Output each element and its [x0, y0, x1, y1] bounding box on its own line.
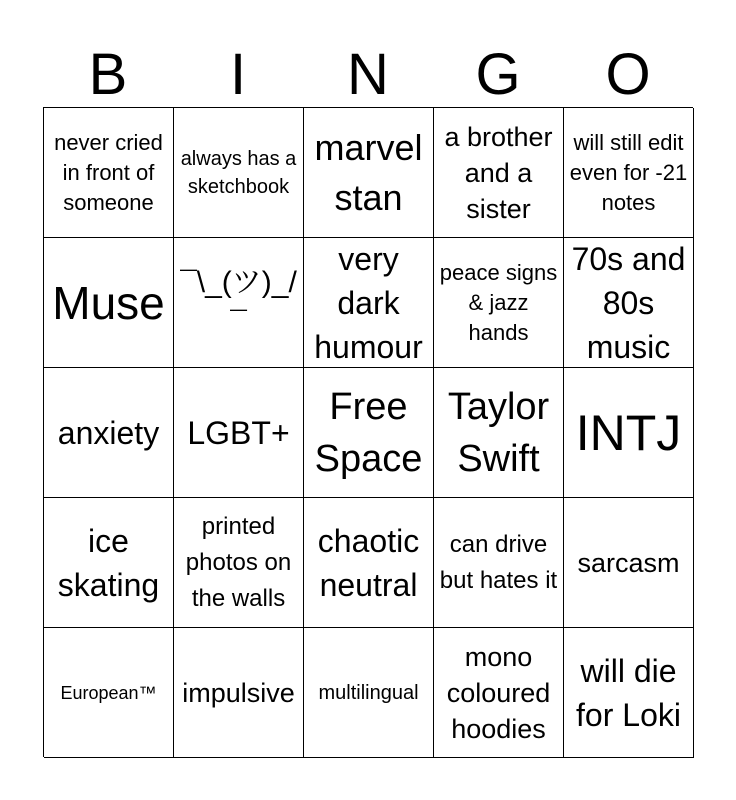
- header-letter-o: O: [605, 42, 651, 107]
- header-letter-n: N: [347, 42, 389, 107]
- bingo-cell[interactable]: impulsive: [174, 628, 304, 758]
- bingo-cell[interactable]: printed photos on the walls: [174, 498, 304, 628]
- bingo-cell[interactable]: European™: [44, 628, 174, 758]
- bingo-cell[interactable]: ice skating: [44, 498, 174, 628]
- bingo-cell[interactable]: LGBT+: [174, 368, 304, 498]
- bingo-cell[interactable]: INTJ: [564, 368, 694, 498]
- bingo-cell[interactable]: peace signs & jazz hands: [434, 238, 564, 368]
- bingo-header: [43, 44, 693, 106]
- bingo-cell[interactable]: anxiety: [44, 368, 174, 498]
- bingo-cell[interactable]: sarcasm: [564, 498, 694, 628]
- bingo-cell[interactable]: will die for Loki: [564, 628, 694, 758]
- bingo-cell[interactable]: multilingual: [304, 628, 434, 758]
- header-letter-g: G: [475, 42, 521, 107]
- bingo-cell[interactable]: 70s and 80s music: [564, 238, 694, 368]
- bingo-cell[interactable]: will still edit even for -21 notes: [564, 108, 694, 238]
- bingo-cell[interactable]: a brother and a sister: [434, 108, 564, 238]
- bingo-cell[interactable]: very dark humour: [304, 238, 434, 368]
- bingo-cell[interactable]: ¯\_(ツ)_/¯: [174, 238, 304, 368]
- bingo-cell[interactable]: Taylor Swift: [434, 368, 564, 498]
- bingo-cell[interactable]: chaotic neutral: [304, 498, 434, 628]
- bingo-cell[interactable]: Muse: [44, 238, 174, 368]
- free-space-cell[interactable]: Free Space: [304, 368, 434, 498]
- bingo-cell[interactable]: mono coloured hoodies: [434, 628, 564, 758]
- bingo-cell[interactable]: marvel stan: [304, 108, 434, 238]
- bingo-cell[interactable]: can drive but hates it: [434, 498, 564, 628]
- bingo-grid: [43, 107, 693, 757]
- header-letter-b: B: [88, 42, 128, 107]
- bingo-cell[interactable]: never cried in front of someone: [44, 108, 174, 238]
- header-letter-i: I: [229, 42, 247, 107]
- bingo-cell[interactable]: always has a sketchbook: [174, 108, 304, 238]
